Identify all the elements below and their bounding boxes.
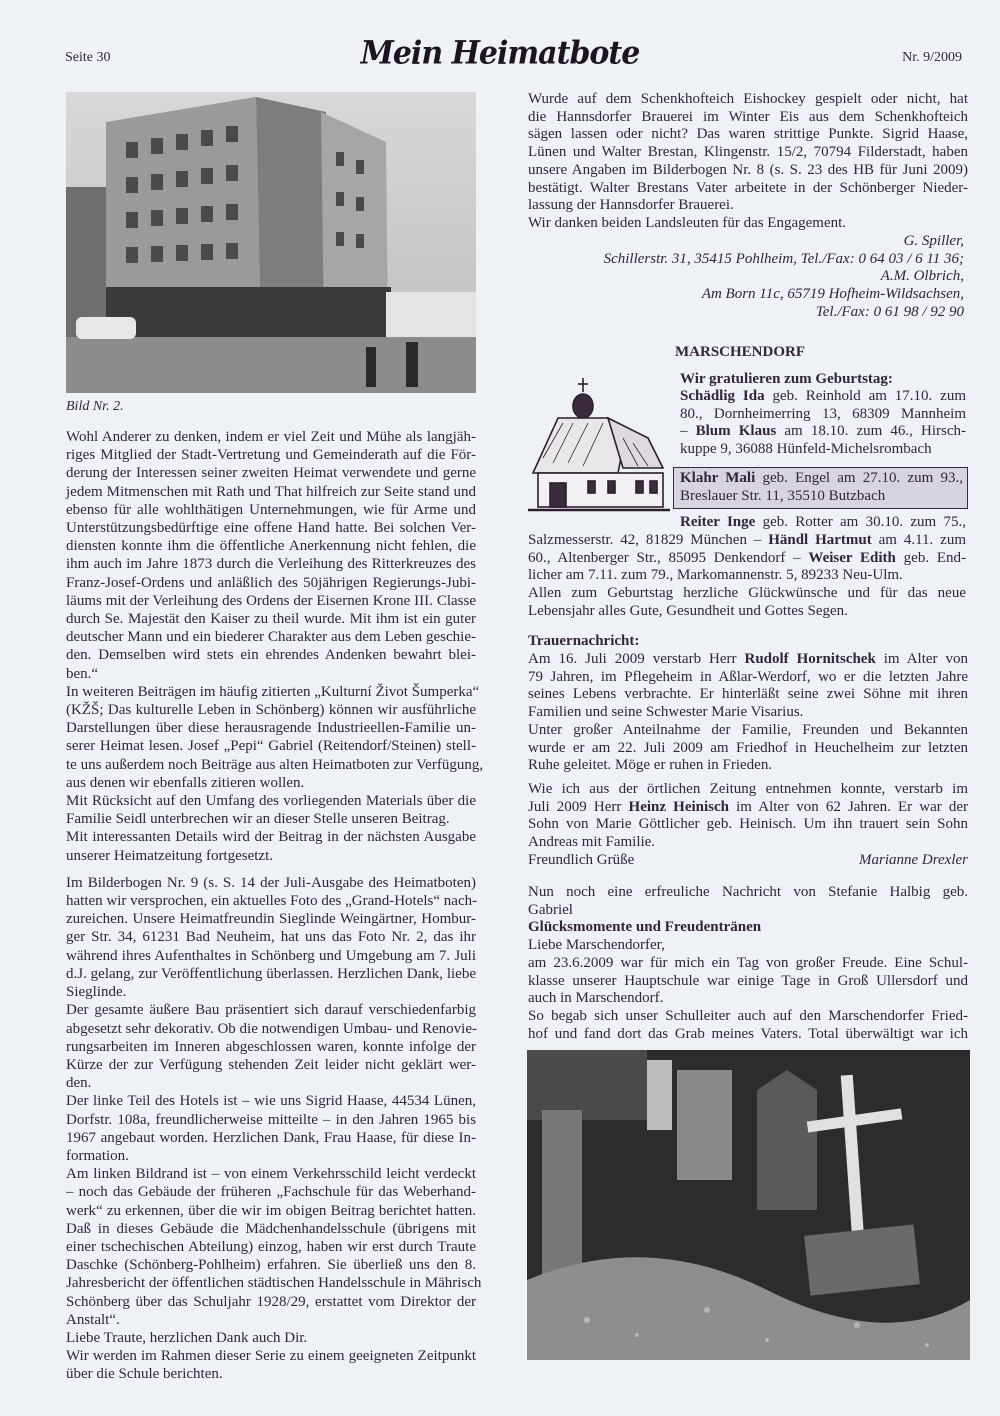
text-line [680, 406, 966, 424]
text-line: Tel./Fax: 0 61 98 / 92 90 [815, 303, 964, 320]
text-line: In weiteren Beiträgen im häufig zitierten „Kulturní Život Šumperka“ [66, 683, 480, 700]
text-line [528, 669, 968, 687]
text-line [528, 532, 966, 550]
text-line: die Hannsdorfer Brauerei im Winter Eis aus dem Schenkhofteich [528, 108, 968, 125]
text-line: deutscher Mann und ein biederer Charakter aus dem Leben geschie- [66, 629, 476, 646]
text-line: A.M. Olbrich, [880, 268, 964, 285]
text-segment: geb. Rotter am 30.10. zum 75., [755, 514, 966, 530]
text-line: Der linke Teil des Hotels ist – wie uns Sigrid Haase, 44534 Lünen, [66, 1093, 476, 1110]
text-segment: geb. Reinhold am 17.10. zum [764, 388, 966, 404]
text-line: (KŽŠ; Das kulturelle Leben in Schönberg) können wir ausführliche [66, 702, 476, 719]
text-line: hatten wir versprochen, ein aktuelles Foto des „Grand-Hotels“ nach- [66, 893, 478, 910]
text-line [528, 757, 968, 775]
text-line: formation. [66, 1147, 129, 1164]
text-segment: 60., Altenberger Str., 85095 Denkendorf – [528, 549, 809, 566]
text-line: aus denen wir ebenfalls zitieren wollen. [66, 774, 305, 791]
text-line: So begab sich unser Schulleiter auch auf den Marschendorfer Fried- [528, 1007, 968, 1024]
text-line: während ihres Aufenthaltes in Schönberg und Umgebung am 7. Juli [66, 947, 476, 964]
text-segment: seines Lebens verbrachte. Er hinterläßt seine zwei Söhne mit ihren [528, 686, 968, 703]
text-line: unserer Heimatzeitung fortgesetzt. [66, 847, 273, 864]
text-segment: Unter großer Anteilnahme der Familie, Freunden und Bekannten [528, 721, 968, 738]
text-line [528, 740, 968, 758]
text-segment: Ruhe geleitet. Möge er ruhen in Frieden. [528, 757, 773, 774]
mourning-title: Trauernachricht: [528, 633, 640, 649]
text-line: den. [66, 1075, 92, 1092]
text-line [528, 550, 966, 568]
text-line: Glücksmomente und Freudentränen [528, 919, 762, 936]
text-line: – noch das Gebäude der früheren „Fachschule für das Weberhand- [66, 1184, 476, 1201]
text-line: 1967 angebaut worden. Herzlichen Dank, Frau Haase, für diese In- [66, 1129, 476, 1146]
hotel-photo [66, 92, 476, 393]
text-line [680, 487, 963, 505]
text-segment: am 4.11. zum [871, 532, 966, 548]
text-segment: geb. Engel am 27.10. zum 93., [755, 470, 964, 486]
text-line: ger Str. 34, 61231 Bad Neuheim, hat uns das Foto Nr. 2, das ihr [66, 929, 476, 946]
text-line: unsere Angaben im Bilderbogen Nr. 8 (s. S. 23 des HB für Juni 2009) [528, 161, 968, 178]
birthday-list-continued [528, 532, 966, 621]
text-line: ben.“ [66, 665, 99, 682]
text-segment: im Alter von 62 Jahren. Er war der [729, 798, 969, 815]
person-name: Rudolf Hornitschek [744, 651, 876, 667]
text-segment: Salzmesserstr. 42, 81829 München – [528, 532, 769, 548]
text-line: Sieglinde. [66, 984, 127, 1001]
masthead-logo: Mein Heimatbote [360, 35, 640, 72]
text-segment: licher am 7.11. zum 79., Markomannenstr. 5, 89233 Neu-Ulm. [528, 567, 903, 584]
text-line [528, 567, 966, 585]
left-column-article [66, 428, 484, 1384]
text-segment: 79 Jahren, im Pflegeheim in Aßlar-Werdorf, wo er die letzten Jahre [528, 668, 968, 685]
text-line: auch in Marschendorf. [528, 990, 664, 1007]
text-line: Lünen und Walter Brestan, Klingenstr. 15/2, 70794 Filderstadt, haben [528, 144, 968, 161]
text-segment: 80., Dornheimerring 13, 68309 Mannheim [680, 405, 966, 422]
text-line: abgesetzt sehr dekorativ. Ob die notwendigen Umbau- und Renovie- [66, 1020, 477, 1037]
text-line: zureichen. Unsere Heimatfreundin Sieglinde Weingärtner, Hombur- [66, 911, 476, 928]
news-article [528, 884, 968, 1043]
text-segment: Breslauer Str. 11, 35510 Butzbach [680, 488, 886, 504]
text-line: te uns außerdem noch Beiträge aus alten Heimatboten zur Verfügung, [66, 756, 484, 773]
text-line: hof und fand dort das Grab meines Vaters. Total überwältigt war ich [528, 1025, 968, 1042]
person-name: Heinz Heinisch [628, 798, 729, 815]
highlighted-birthday [680, 469, 963, 505]
text-line: Franz-Josef-Ordens und anläßlich des 50jährigen Regierungs-Jubi- [66, 574, 476, 591]
text-line: G. Spiller, [903, 233, 964, 249]
text-line: Im Bilderbogen Nr. 9 (s. S. 14 der Juli-Ausgabe des Heimatboten) [66, 874, 476, 891]
text-line: Unterstützungsbedürftige eine offene Hand hatte. Bei solchen Ver- [66, 520, 476, 537]
text-line: lassung der Hannsdorfer Brauerei. [528, 197, 734, 214]
photo-caption: Bild Nr. 2. [66, 399, 124, 414]
text-line: über die Schule berichten. [66, 1366, 223, 1383]
author-signature [528, 233, 964, 322]
text-segment: im Alter von [875, 651, 969, 667]
person-name: Weiser Edith [808, 549, 896, 566]
text-line [528, 722, 968, 740]
text-line: bestätigt. Walter Brestans Vater arbeitete in der Schönberger Nieder- [528, 179, 968, 196]
text-line: Mit interessanten Details wird der Beitrag in der nächsten Ausgabe [66, 829, 476, 846]
text-line: am 23.6.2009 war für mich ein Tag von großer Freude. Eine Schul- [528, 954, 968, 971]
text-segment: – [680, 423, 696, 440]
text-line [528, 816, 968, 834]
text-line [528, 834, 968, 852]
text-line: riges Mitglied der Stadt-Vertretung und Gemeinderath auf die För- [66, 447, 476, 464]
text-line: Jahresbericht der öffentlichen städtischen Handelsschule in Mährisch [66, 1275, 482, 1292]
text-line: Kürze der zur Verfügung stehenden Zeit leider nicht geklärt wer- [66, 1056, 476, 1073]
text-line: Nun noch eine erfreuliche Nachricht von Stefanie Halbig geb. [528, 884, 968, 900]
text-line: Am linken Bildrand ist – von einem Verkehrsschild leicht verdeckt [66, 1166, 476, 1183]
text-segment: Familien und seine Schwester Marie Visarius. [528, 704, 804, 721]
greeting: Freundlich Grüße [528, 852, 635, 868]
text-segment: kuppe 9, 36088 Hünfeld-Michelsrombach [680, 441, 932, 458]
text-line: serer Heimat lesen. Josef „Pepi“ Gabriel (Reitendorf/Steinen) stell- [66, 738, 476, 755]
text-line: rungsarbeiten im Inneren abgeschlossen waren, konnte infolge der [66, 1038, 476, 1055]
page-number: Seite 30 [65, 50, 111, 65]
text-line [680, 423, 966, 441]
text-line: durch Se. Majestät den Kaiser zu theil wurde. Mit ihm ist ein guter [66, 611, 476, 628]
person-name: Händl Hartmut [768, 532, 872, 548]
text-line: ihm auch im Jahre 1873 durch die Verleihung des Ritterkreuzes des [66, 556, 476, 573]
text-line [528, 585, 966, 603]
text-line: Wohl Anderer zu denken, indem er viel Zeit und Mühe als langjäh- [66, 429, 476, 445]
person-name: Reiter Inge [680, 514, 756, 530]
obituary-heinisch [528, 781, 968, 852]
text-line: Dorfstr. 108a, freundlicherweise mitteilte – in den Jahren 1965 bis [66, 1111, 476, 1128]
text-line [528, 704, 968, 722]
text-segment: Juli 2009 Herr [528, 798, 629, 815]
birthday-title: Wir gratulieren zum Geburtstag: [680, 371, 893, 387]
text-segment: Allen zum Geburtstag herzliche Glückwünsche und für das neue [528, 585, 966, 602]
text-segment: wurde er am 22. Juli 2009 am Friedhof in Heuchelheim zur letzten [528, 739, 968, 756]
text-line: Liebe Marschendorfer, [528, 937, 665, 954]
text-line: Wurde auf dem Schenkhofteich Eishockey gespielt oder nicht, hat [528, 91, 968, 107]
text-line [680, 469, 963, 487]
text-line [528, 781, 968, 799]
text-line: diensten konnte ihm die öffentliche Anerkennung nicht fehlen, die [66, 538, 476, 555]
text-line: Schönberg über das Schuljahr 1928/29, erstattet vom Direktor der [66, 1293, 476, 1310]
section-title: MARSCHENDORF [675, 344, 805, 360]
text-segment: Am 16. Juli 2009 verstarb Herr [528, 651, 745, 667]
text-line: Daschke (Schönberg-Pohlheim) erfahren. Sie überließ uns den 8. [66, 1257, 476, 1274]
person-name: Blum Klaus [695, 423, 777, 440]
text-line [528, 651, 968, 669]
birthday-list [680, 388, 966, 459]
text-line: werk“ zu erkennen, über die wir im obigen Beitrag berichtet hatten. [66, 1202, 476, 1219]
text-line: ebenso für alle wohlthätigen Unternehmungen, wie für Arme und [66, 501, 476, 518]
text-line: klasse unserer Hauptschule war einige Tage in Groß Ullersdorf und [528, 972, 968, 989]
text-segment: geb. End- [895, 549, 966, 566]
text-line: Daß in dieses Gebäude die Mädchenhandelsschule (übrigens mit [66, 1220, 476, 1237]
text-line: Liebe Traute, herzlichen Dank auch Dir. [66, 1329, 308, 1346]
text-segment: Andreas mit Familie. [528, 834, 656, 851]
text-line: einer tschechischen Abteilung) einzog, haben wir erst durch Traute [66, 1238, 476, 1255]
text-line: Gabriel [528, 901, 573, 918]
birthday-reiter [680, 514, 966, 532]
text-line: Darstellungen über diese herausragende Industrieellen-Familie un- [66, 720, 476, 737]
text-segment: Wie ich aus der örtlichen Zeitung entnehmen konnte, verstarb im [528, 781, 968, 797]
text-line: Mit Rücksicht auf den Umfang des vorliegenden Materials über die [66, 793, 476, 810]
text-line: Am Born 11c, 65719 Hofheim-Wildsachsen, [701, 286, 964, 303]
issue-number: Nr. 9/2009 [902, 50, 962, 65]
text-line [680, 514, 966, 532]
text-line: Schillerstr. 31, 35415 Pohlheim, Tel./Fax: 0 64 03 / 6 11 36; [603, 250, 964, 267]
grave-photo [527, 1050, 970, 1360]
text-segment: Sohn von Marie Göttlicher geb. Heinisch. Um ihn trauert sein Sohn [528, 816, 968, 833]
chapel-drawing [528, 378, 670, 514]
text-line: Familie Seidl unterbrechen wir an dieser Stelle unseren Beitrag. [66, 811, 450, 828]
text-segment: am 18.10. zum 46., Hirsch- [776, 423, 967, 440]
text-segment: Lebensjahr alles Gute, Gesundheit und Gottes Segen. [528, 602, 848, 619]
text-line: jedem Mitmenschen mit Rath und That hilfreich zur Seite stand und [66, 483, 476, 500]
text-line [680, 441, 966, 459]
person-name: Klahr Mali [680, 470, 756, 486]
text-line: läums mit der Verleihung des Ordens der Eisernen Krone III. Classe [66, 592, 476, 609]
text-line [528, 799, 968, 817]
text-line [680, 388, 966, 406]
text-line: den. Demselben wird stets ein ehrendes Andenken bewahrt blei- [66, 647, 476, 664]
text-line: Wir danken beiden Landsleuten für das Engagement. [528, 214, 847, 231]
text-line: derung der Interessen seiner zweiten Heimat verwendete und gerne [66, 465, 476, 482]
text-line [528, 686, 968, 704]
text-line: sägen lassen oder nicht? Das waren strittige Punkte. Sigrid Haase, [528, 126, 968, 143]
text-line: Wir werden im Rahmen dieser Serie zu einem geeigneten Zeitpunkt [66, 1348, 476, 1365]
text-line [528, 603, 966, 621]
obituary-hornitschek [528, 651, 968, 775]
schenkhofteich-article [528, 91, 968, 233]
text-line: Anstalt“. [66, 1311, 120, 1328]
text-line: Der gesamte äußere Bau präsentiert sich darauf verschiedenfarbig [66, 1002, 476, 1019]
person-name: Schädlig Ida [680, 388, 765, 404]
text-line: d.J. gelang, zur Veröffentlichung überlassen. Herzlichen Dank, liebe [66, 965, 476, 982]
greeting-author: Marianne Drexler [859, 852, 968, 868]
